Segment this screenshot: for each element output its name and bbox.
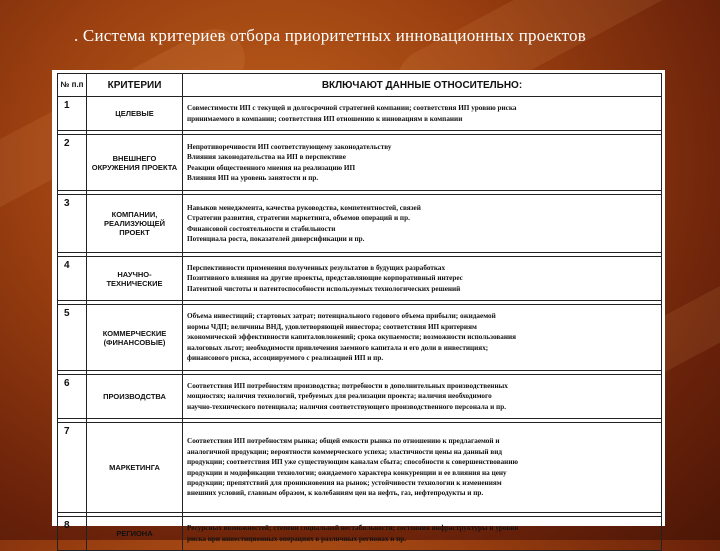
table-row <box>58 423 662 513</box>
criterion-description <box>183 517 662 551</box>
table-row <box>58 257 662 301</box>
row-number: 2 <box>58 135 87 191</box>
table-row <box>58 97 662 131</box>
row-number: 1 <box>58 97 87 131</box>
description-line: налоговых льгот; необходимости привлечения заемного капитала и его доли в инвестициях; <box>187 343 489 352</box>
criterion-name: ЦЕЛЕВЫЕ <box>87 97 183 131</box>
description-line: Перспективности применения полученных результатов в будущих разработках <box>187 263 446 272</box>
header-criteria: КРИТЕРИИ <box>87 74 183 97</box>
row-number: 4 <box>58 257 87 301</box>
description-line: экономической эффективности капиталовложений; срока окупаемости; возможности использования <box>187 333 517 342</box>
description-line: Реакции общественного мнения на реализацию ИП <box>187 163 356 172</box>
criterion-name: МАРКЕТИНГА <box>87 423 183 513</box>
table-row <box>58 517 662 551</box>
description-line: Совместимости ИП с текущей и долгосрочной стратегией компании; соответствия ИП уровню риска <box>187 104 517 113</box>
description-line: Соответствия ИП потребностям производства; потребности в дополнительных производственных <box>187 381 508 390</box>
description-line: Стратегии развития, стратегии маркетинга, объемов операций и пр. <box>187 214 410 223</box>
criterion-description <box>183 423 662 513</box>
table-row <box>58 195 662 253</box>
table-row <box>58 375 662 419</box>
criterion-name: ВНЕШНЕГО ОКРУЖЕНИЯ ПРОЕКТА <box>87 135 183 191</box>
description-line: Непротиворечивости ИП соответствующему законодательству <box>187 142 392 151</box>
description-line: Влияния законодательства на ИП в перспективе <box>187 153 346 162</box>
criteria-table <box>57 73 662 551</box>
criterion-name: КОМПАНИИ, РЕАЛИЗУЮЩЕЙ ПРОЕКТ <box>87 195 183 253</box>
description-line: внешних условий, главным образом, к колебаниям цен на нефть, газ, нефтепродукты и пр. <box>187 489 484 498</box>
criteria-table-sheet <box>52 70 665 543</box>
header-number: № п.п <box>58 74 87 97</box>
row-number: 6 <box>58 375 87 419</box>
description-line: мощностях; наличия технологий, требуемых для реализации проекта; наличия необходимого <box>187 392 492 401</box>
criterion-name: НАУЧНО-ТЕХНИЧЕСКИЕ <box>87 257 183 301</box>
criterion-description <box>183 135 662 191</box>
description-line: финансового риска, ассоциируемого с реализацией ИП и пр. <box>187 354 384 363</box>
description-line: продукции и модификации технологии; ожидаемого характера конкуренции и ее влияния на цену <box>187 468 507 477</box>
description-line: риска при инвестиционных операциях в различных регионах и пр. <box>187 534 407 543</box>
description-line: Позитивного влияния на другие проекты, представляющие корпоративный интерес <box>187 274 463 283</box>
criterion-description <box>183 195 662 253</box>
table-row <box>58 135 662 191</box>
description-line: Соответствия ИП потребностям рынка; общей емкости рынка по отношению к предлагаемой и <box>187 437 500 446</box>
description-line: научно-технического потенциала; наличия соответствующего производственного персонала и пр. <box>187 402 506 411</box>
row-number: 7 <box>58 423 87 513</box>
criterion-description <box>183 305 662 371</box>
criterion-name: ПРОИЗВОДСТВА <box>87 375 183 419</box>
description-line: Потенциала роста, показателей диверсификации и пр. <box>187 234 365 243</box>
description-line: принимаемого в компании; соответствия ИП отношению к инновациям в компании <box>187 114 463 123</box>
description-line: нормы ЧДП; величины ВНД, удовлетворяющей инвестора; соответствия ИП критериям <box>187 322 477 331</box>
row-number: 8 <box>58 517 87 551</box>
row-number: 3 <box>58 195 87 253</box>
description-line: Навыков менеджмента, качества руководства, компетентностей, связей <box>187 203 421 212</box>
criterion-description <box>183 375 662 419</box>
description-line: Объема инвестиций; стартовых затрат; потенциального годового объема прибыли; ожидаемой <box>187 312 496 321</box>
description-line: аналогичной продукции; вероятности коммерческого успеха; эластичности цены на данный вид <box>187 447 503 456</box>
row-number: 5 <box>58 305 87 371</box>
criterion-description <box>183 97 662 131</box>
criterion-name: РЕГИОНА <box>87 517 183 551</box>
description-line: Влияния ИП на уровень занятости и пр. <box>187 173 319 182</box>
table-row <box>58 305 662 371</box>
header-includes: ВКЛЮЧАЮТ ДАННЫЕ ОТНОСИТЕЛЬНО: <box>183 74 662 97</box>
description-line: Финансовой состоятельности и стабильности <box>187 224 336 233</box>
description-line: Ресурсных возможностей; степени социальной нестабильности; состояния инфраструктуры и уровня <box>187 524 519 533</box>
criterion-name: КОММЕРЧЕСКИЕ (ФИНАНСОВЫЕ) <box>87 305 183 371</box>
description-line: продукции; соответствия ИП уже существующим каналам сбыта; способности к совершенствованию <box>187 458 518 467</box>
description-line: Патентной чистоты и патентоспособности используемых технологических решений <box>187 284 461 293</box>
description-line: продукции; препятствий для проникновения на рынок; устойчивости технологии к изменениям <box>187 478 502 487</box>
criterion-description <box>183 257 662 301</box>
slide-title: . Система критериев отбора приоритетных инновационных проектов <box>74 26 586 45</box>
table-header-row <box>58 74 662 97</box>
